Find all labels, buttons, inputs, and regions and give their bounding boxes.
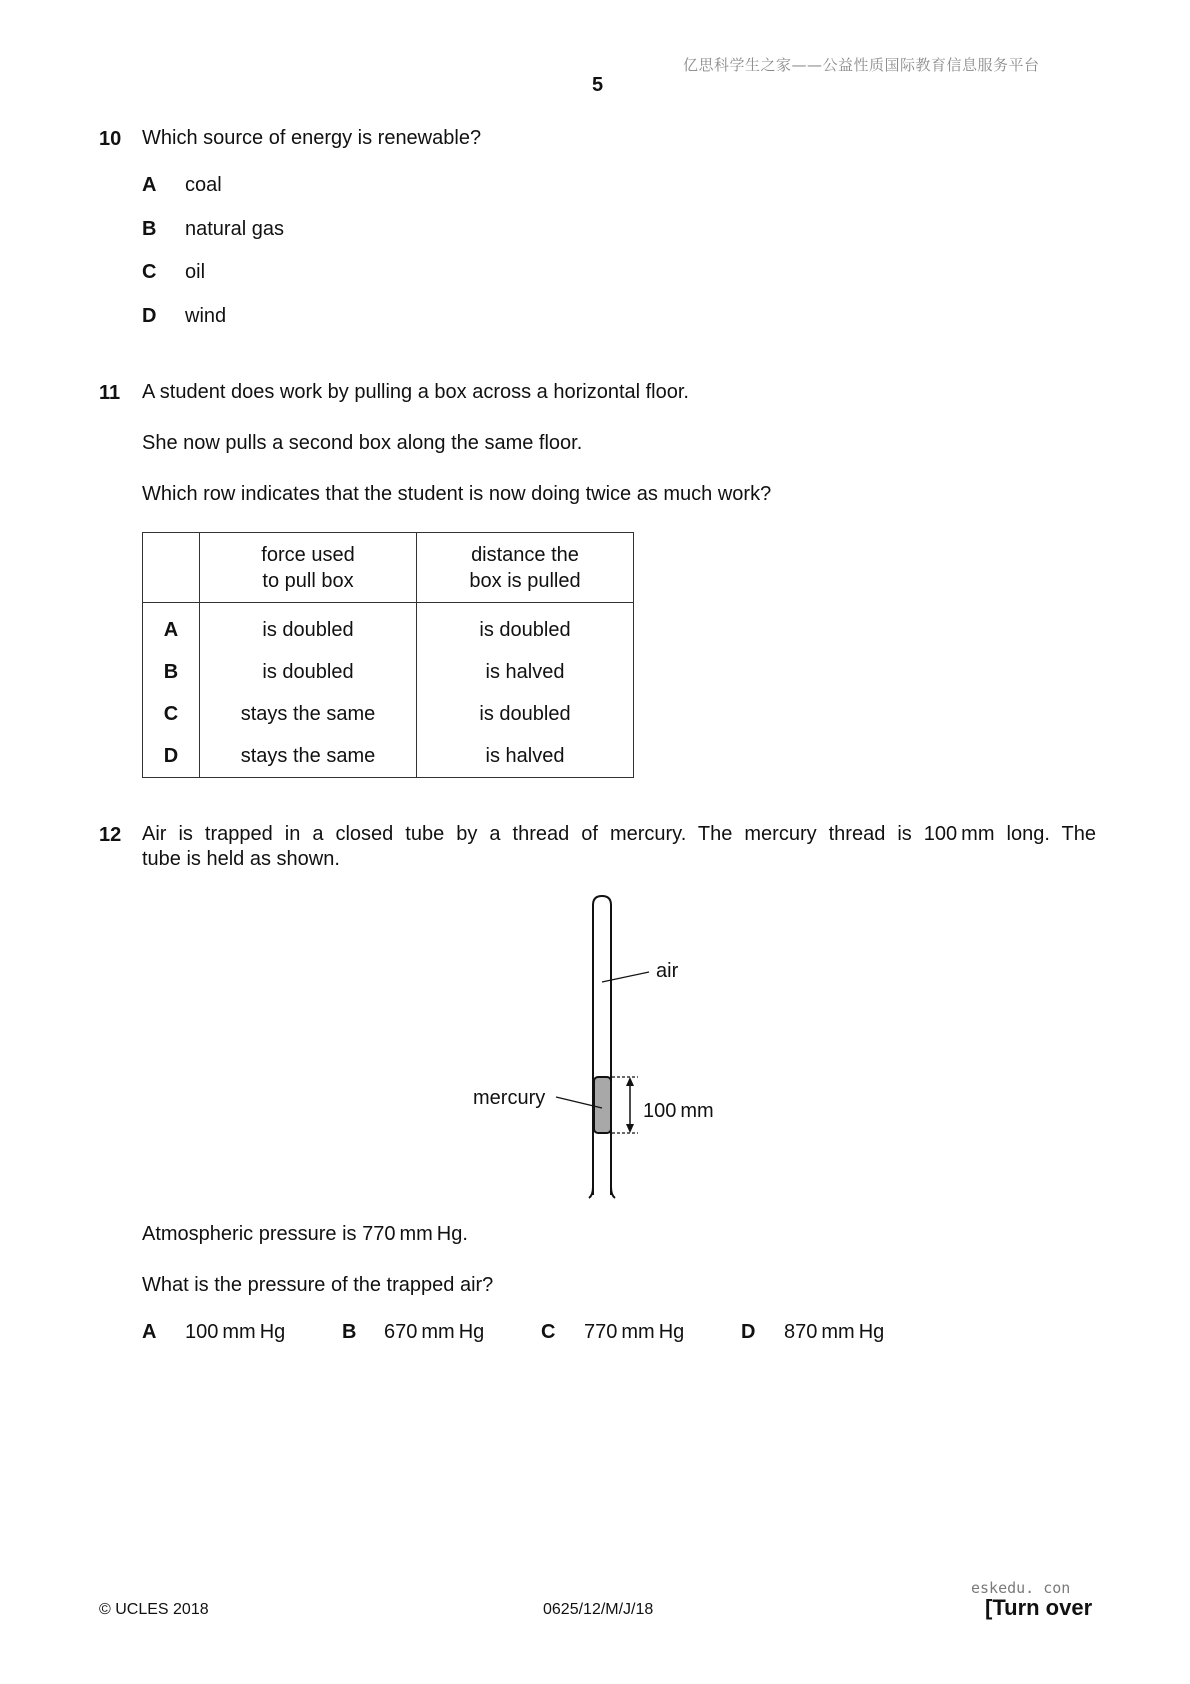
table-header-blank <box>143 533 200 603</box>
row-distance: is doubled <box>417 603 634 652</box>
row-letter: B <box>143 651 200 693</box>
arrow-head-down <box>626 1124 634 1133</box>
tube-outline <box>593 896 611 1195</box>
row-distance: is halved <box>417 735 634 778</box>
question-10-number: 10 <box>99 128 122 150</box>
row-distance: is doubled <box>417 693 634 735</box>
row-force: is doubled <box>200 651 417 693</box>
q10-option-c-letter: C <box>142 261 157 283</box>
question-11-line-2: She now pulls a second box along the same floor. <box>142 432 583 454</box>
row-letter: A <box>143 603 200 652</box>
question-12-pressure-line: Atmospheric pressure is 770 mm Hg. <box>142 1223 468 1245</box>
question-11-line-3: Which row indicates that the student is now doing twice as much work? <box>142 483 772 505</box>
air-leader-line <box>602 972 649 982</box>
row-force: stays the same <box>200 693 417 735</box>
mercury-thread <box>594 1077 611 1133</box>
q12-option-a-text: 100 mm Hg <box>185 1321 286 1343</box>
tube-open-end-right <box>611 1187 615 1198</box>
question-10-stem: Which source of energy is renewable? <box>142 127 482 149</box>
table-row <box>143 735 634 778</box>
footer-paper-code: 0625/12/M/J/18 <box>543 1601 654 1618</box>
row-force: stays the same <box>200 735 417 778</box>
table-row <box>143 651 634 693</box>
page-number: 5 <box>592 74 604 96</box>
q10-option-a-text: coal <box>185 174 222 196</box>
table-row <box>143 603 634 652</box>
q12-option-b-text: 670 mm Hg <box>384 1321 485 1343</box>
q12-option-d-letter: D <box>741 1321 756 1343</box>
q12-option-d-text: 870 mm Hg <box>784 1321 885 1343</box>
footer-copyright: © UCLES 2018 <box>99 1601 209 1618</box>
row-distance: is halved <box>417 651 634 693</box>
q10-option-b-letter: B <box>142 218 157 240</box>
answer-table <box>142 532 634 778</box>
table-header-force <box>200 533 417 603</box>
row-letter: D <box>143 735 200 778</box>
footer-watermark: eskedu. con <box>971 1579 1071 1597</box>
tube-open-end-left <box>589 1187 593 1198</box>
table-header-row <box>143 533 634 603</box>
question-12-question: What is the pressure of the trapped air? <box>142 1274 494 1296</box>
q10-option-a-letter: A <box>142 174 157 196</box>
q12-option-a-letter: A <box>142 1321 157 1343</box>
question-12-stem-line-1: Air is trapped in a closed tube by a thread of mercury. The mercury thread is 100 mm long. The <box>142 823 1096 845</box>
table-header-force-line-2: to pull box <box>262 569 354 592</box>
question-11-line-1: A student does work by pulling a box across a horizontal floor. <box>142 381 689 403</box>
label-length: 100 mm <box>643 1100 714 1122</box>
table-header-distance <box>417 533 634 603</box>
arrow-head-up <box>626 1077 634 1086</box>
q10-option-d-letter: D <box>142 305 157 327</box>
row-force: is doubled <box>200 603 417 652</box>
table-header-force-line-1: force used <box>261 543 355 566</box>
q12-option-c-letter: C <box>541 1321 556 1343</box>
q10-option-d-text: wind <box>185 305 227 327</box>
turn-over-label: [Turn over <box>985 1595 1093 1620</box>
label-mercury: mercury <box>473 1087 546 1109</box>
table-header-distance-line-1: distance the <box>471 543 579 566</box>
question-12-stem-line-2: tube is held as shown. <box>142 848 340 870</box>
question-12-number: 12 <box>99 824 122 846</box>
header-watermark: 亿思科学生之家——公益性质国际教育信息服务平台 <box>683 56 1040 74</box>
question-11-number: 11 <box>99 382 121 404</box>
q12-option-b-letter: B <box>342 1321 357 1343</box>
q10-option-c-text: oil <box>185 261 206 283</box>
row-letter: C <box>143 693 200 735</box>
q10-option-b-text: natural gas <box>185 218 284 240</box>
label-air: air <box>656 960 679 982</box>
q12-option-c-text: 770 mm Hg <box>584 1321 685 1343</box>
table-header-distance-line-2: box is pulled <box>469 569 581 592</box>
mercury-tube-diagram <box>430 890 750 1205</box>
table-row <box>143 693 634 735</box>
